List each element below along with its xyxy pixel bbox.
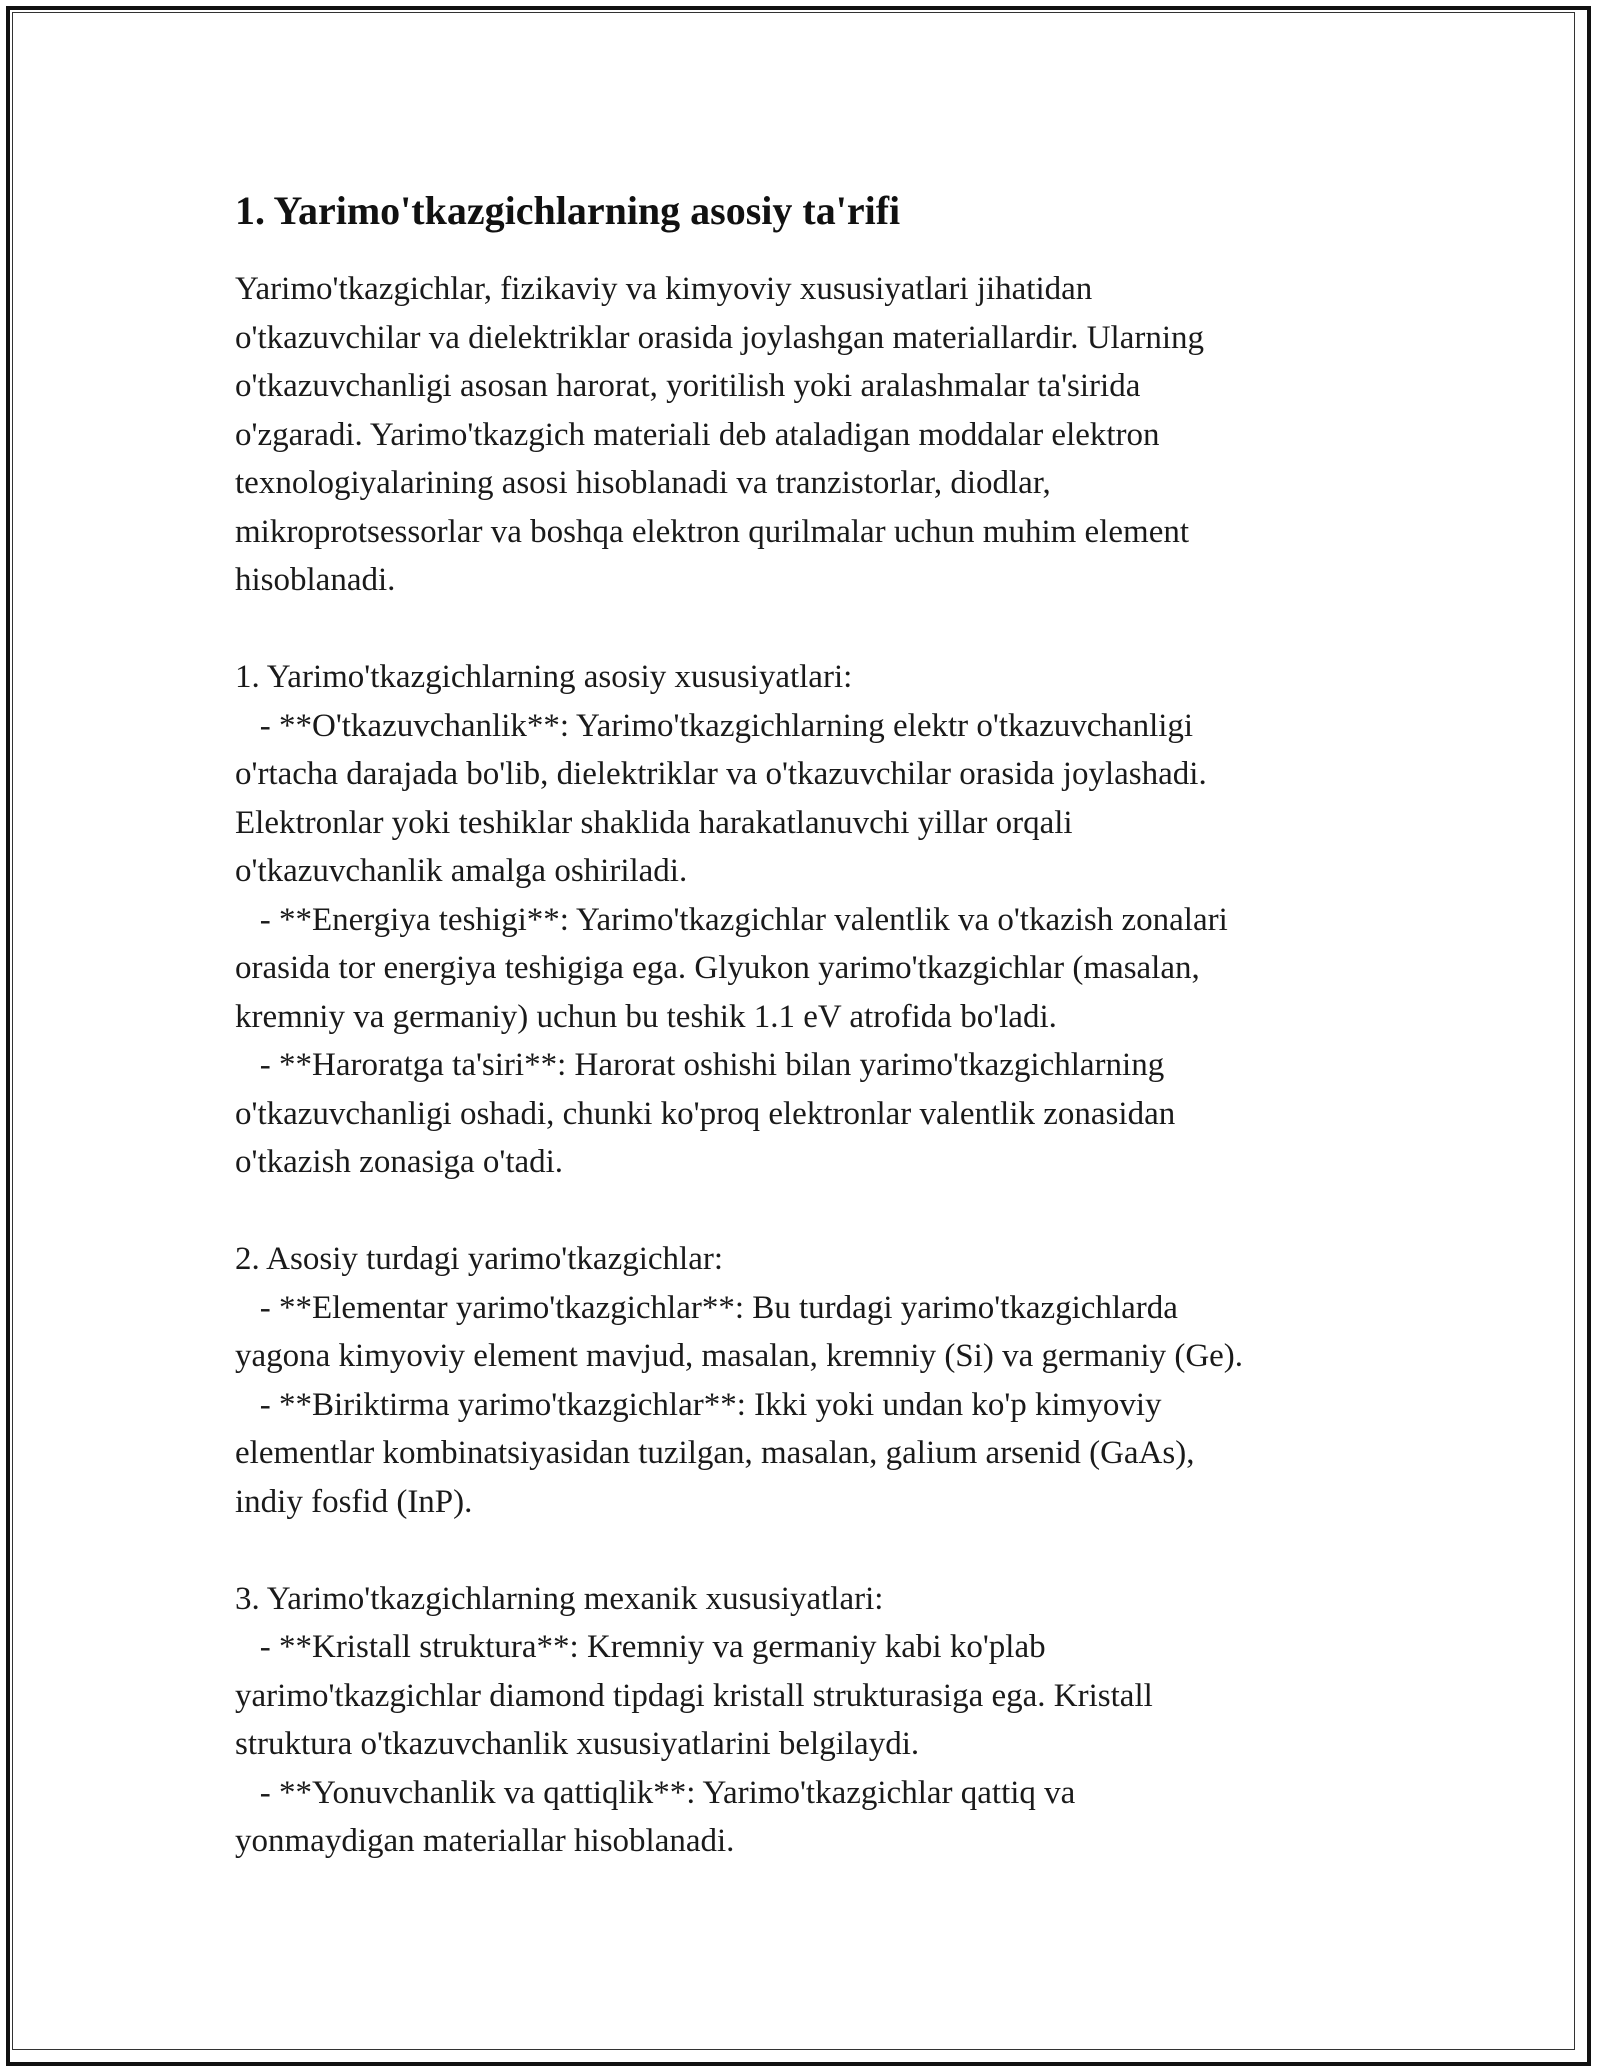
text-line: orasida tor energiya teshigiga ega. Glyukon yarimo'tkazgichlar (masalan, xyxy=(235,950,1200,986)
text-line: o'tkazish zonasiga o'tadi. xyxy=(235,1144,564,1180)
text-line: elementlar kombinatsiyasidan tuzilgan, masalan, galium arsenid (GaAs), xyxy=(235,1435,1195,1471)
text-line: texnologiyalarining asosi hisoblanadi va tranzistorlar, diodlar, xyxy=(235,465,1051,501)
list-item-line: - **Energiya teshigi**: Yarimo'tkazgichlar valentlik va o'tkazish zonalari xyxy=(235,901,1228,938)
text-line: hisoblanadi. xyxy=(235,562,396,598)
document-body xyxy=(235,185,1395,1866)
text-line: o'zgaradi. Yarimo'tkazgich materiali deb ataladigan moddalar elektron xyxy=(235,416,1160,453)
text-line: kremniy va germaniy) uchun bu teshik 1.1 eV atrofida bo'ladi. xyxy=(235,998,1057,1035)
list-item-line: - **Elementar yarimo'tkazgichlar**: Bu turdagi yarimo'tkazgichlarda xyxy=(235,1289,1178,1326)
text-line: yarimo'tkazgichlar diamond tipdagi kristall strukturasiga ega. Kristall xyxy=(235,1677,1153,1714)
blank-line xyxy=(235,1526,1395,1575)
list-item-line: - **O'tkazuvchanlik**: Yarimo'tkazgichlarning elektr o'tkazuvchanligi xyxy=(235,707,1194,744)
text-line: o'rtacha darajada bo'lib, dielektriklar va o'tkazuvchilar orasida joylashadi. xyxy=(235,756,1207,792)
text-line: yagona kimyoviy element mavjud, masalan, kremniy (Si) va germaniy (Ge). xyxy=(235,1338,1244,1374)
text-line: o'tkazuvchanligi oshadi, chunki ko'proq elektronlar valentlik zonasidan xyxy=(235,1095,1176,1132)
document-title: 1. Yarimo'tkazgichlarning asosiy ta'rifi xyxy=(235,188,901,233)
section-heading: 2. Asosiy turdagi yarimo'tkazgichlar: xyxy=(235,1241,724,1277)
list-item-line: - **Biriktirma yarimo'tkazgichlar**: Ikki yoki undan ko'p kimyoviy xyxy=(235,1386,1162,1423)
text-line: Elektronlar yoki teshiklar shaklida harakatlanuvchi yillar orqali xyxy=(235,804,1073,841)
text-line: Yarimo'tkazgichlar, fizikaviy va kimyoviy xususiyatlari jihatidan xyxy=(235,271,1093,307)
blank-line xyxy=(235,1187,1395,1236)
text-line: indiy fosfid (InP). xyxy=(235,1483,473,1520)
section-heading: 3. Yarimo'tkazgichlarning mexanik xususiyatlari: xyxy=(235,1580,884,1617)
intro-paragraph xyxy=(235,265,1395,1866)
text-line: o'tkazuvchanligi asosan harorat, yoritilish yoki aralashmalar ta'sirida xyxy=(235,368,1141,404)
section-heading: 1. Yarimo'tkazgichlarning asosiy xususiyatlari: xyxy=(235,659,853,695)
text-line: o'tkazuvchilar va dielektriklar orasida joylashgan materiallardir. Ularning xyxy=(235,319,1205,356)
text-line: struktura o'tkazuvchanlik xususiyatlarini belgilaydi. xyxy=(235,1726,920,1762)
blank-line xyxy=(235,605,1395,654)
text-line: o'tkazuvchanlik amalga oshiriladi. xyxy=(235,853,688,889)
text-line: yonmaydigan materiallar hisoblanadi. xyxy=(235,1823,735,1859)
list-item-line: - **Yonuvchanlik va qattiqlik**: Yarimo'tkazgichlar qattiq va xyxy=(235,1774,1076,1811)
list-item-line: - **Kristall struktura**: Kremniy va germaniy kabi ko'plab xyxy=(235,1629,1046,1665)
list-item-line: - **Haroratga ta'siri**: Harorat oshishi bilan yarimo'tkazgichlarning xyxy=(235,1047,1165,1083)
text-line: mikroprotsessorlar va boshqa elektron qurilmalar uchun muhim element xyxy=(235,513,1190,550)
